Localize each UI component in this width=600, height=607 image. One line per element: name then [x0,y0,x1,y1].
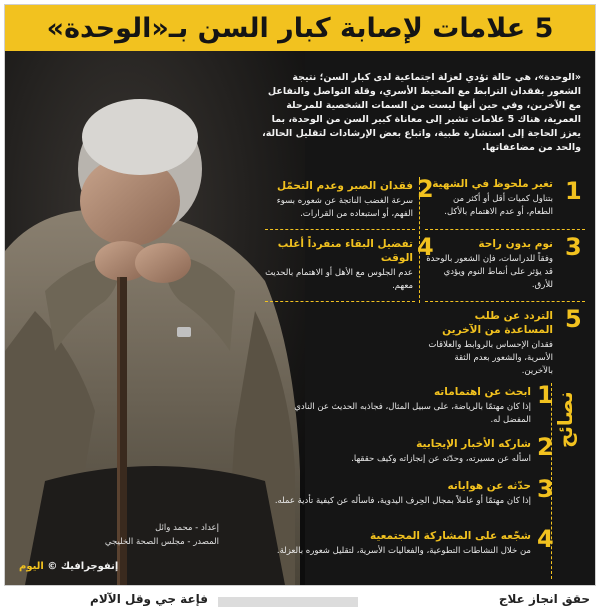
sign-number: 3 [565,233,582,261]
sign-description: سرعة الغضب الناتجة عن شعوره بسوء الفهم، أو استبعاده من القرارات. [276,196,413,219]
source-credit: المصدر - مجلس الصحة الخليجي [104,537,219,547]
sign-item-2 [263,179,413,221]
next-headline-right[interactable]: حقق انجاز علاج [498,592,590,606]
sign-title: تفضيل البقاء منفرداً أغلب الوقت [277,238,413,264]
advice-title: شاركه الأخبار الإيجابية [416,438,531,450]
intro-paragraph: «الوحدة»، هي حالة تؤدي لعزلة اجتماعية لدى كبار السن؛ نتيجة الشعور بفقدان الترابط مع المحيط الأسري، وقلة التواصل والتفاعل مع الآخرين، وفي حين أنها ليست من السمات الشخصية للمرحلة العمرية، هناك 5 علامات تشير إلى معاناة كبير السن من الوحدة، بما يعزز الحاجة إلى استشارة طبية، واتباع بعض الإرشادات لتقليل الحالة، والحد من مضاعفاتها. [262,71,581,153]
sign-item-4 [263,237,413,293]
sign-number: 5 [565,305,582,333]
advice-item-3 [267,479,531,508]
advice-number: 4 [537,525,554,553]
infographic-title: 5 علامات لإصابة كبار السن بـ«الوحدة» [46,12,554,44]
sign-number: 1 [565,177,582,205]
sign-title: فقدان الصبر وعدم التحمّل [277,180,413,192]
next-headline-left[interactable]: فإعة جي وقل الآلام [90,592,208,606]
column-divider [419,177,420,303]
logo-prefix: إنفوجرافيك © [47,561,119,572]
sign-item-3 [425,237,553,292]
advice-number: 3 [537,475,554,503]
row-divider [425,229,585,230]
advice-description: إذا كان مهتمًا أو عاملاً بمجال الحِرف اليدوية، فاسأله عن كيفية تأدية عمله. [274,496,531,506]
sign-title: تغير ملحوظ في الشهية [432,178,553,190]
row-divider [425,301,585,302]
ad-placeholder-bar [218,597,358,607]
advice-title: شجّعه على المشاركة المجتمعية [369,530,531,542]
sign-number: 2 [417,175,434,203]
advice-title: ابحث عن اهتماماته [433,386,531,398]
sign-item-5 [425,309,553,378]
row-divider [265,229,415,230]
infographic-card [4,4,596,586]
advice-item-1 [267,385,531,427]
advice-item-4 [267,529,531,558]
credits [19,521,219,549]
sign-description: فقدان الإحساس بالروابط والعلاقات الأسرية، والشعور بعدم الثقة بالآخرين. [428,340,553,376]
sign-title: التردد عن طلب المساعدة من الآخرين [442,310,553,336]
advice-number: 1 [537,381,554,409]
author-credit: إعداد - محمد وائل [155,523,219,533]
logo-brand: اليوم [19,561,44,572]
title-banner [5,5,595,51]
advice-description: اسأله عن مسيرته، وحدّثه عن إنجازاته وكيف حققها. [351,454,531,464]
advice-item-2 [267,437,531,466]
sign-item-1 [425,177,553,219]
elderly-man-photo [5,51,305,585]
advice-description: إذا كان مهتمًا بالرياضة، على سبيل المثال، فجاذبه الحديث عن النادي المفضل له. [294,402,531,425]
advice-title: حدّثه عن هواياته [447,480,531,492]
sign-title: نوم بدون راحة [478,238,553,250]
sign-description: وفقاً للدراسات، فإن الشعور بالوحدة قد يؤثر على أنماط النوم ويؤدي للأرق. [426,254,553,290]
advice-number: 2 [537,433,554,461]
sign-description: عدم الجلوس مع الأهل أو الاهتمام بالحديث معهم. [265,268,413,291]
row-divider [265,301,415,302]
sign-number: 4 [417,233,434,261]
advice-description: من خلال النشاطات التطوعية، والفعاليات الأسرية، لتقليل شعوره بالعزلة. [276,546,531,556]
publisher-logo [19,561,118,572]
sign-description: بتناول كميات أقل أو أكثر من الطعام، أو عدم الاهتمام بالأكل. [444,194,553,217]
advice-section-label: نصائح [553,391,577,449]
elderly-man-illustration [5,51,305,585]
